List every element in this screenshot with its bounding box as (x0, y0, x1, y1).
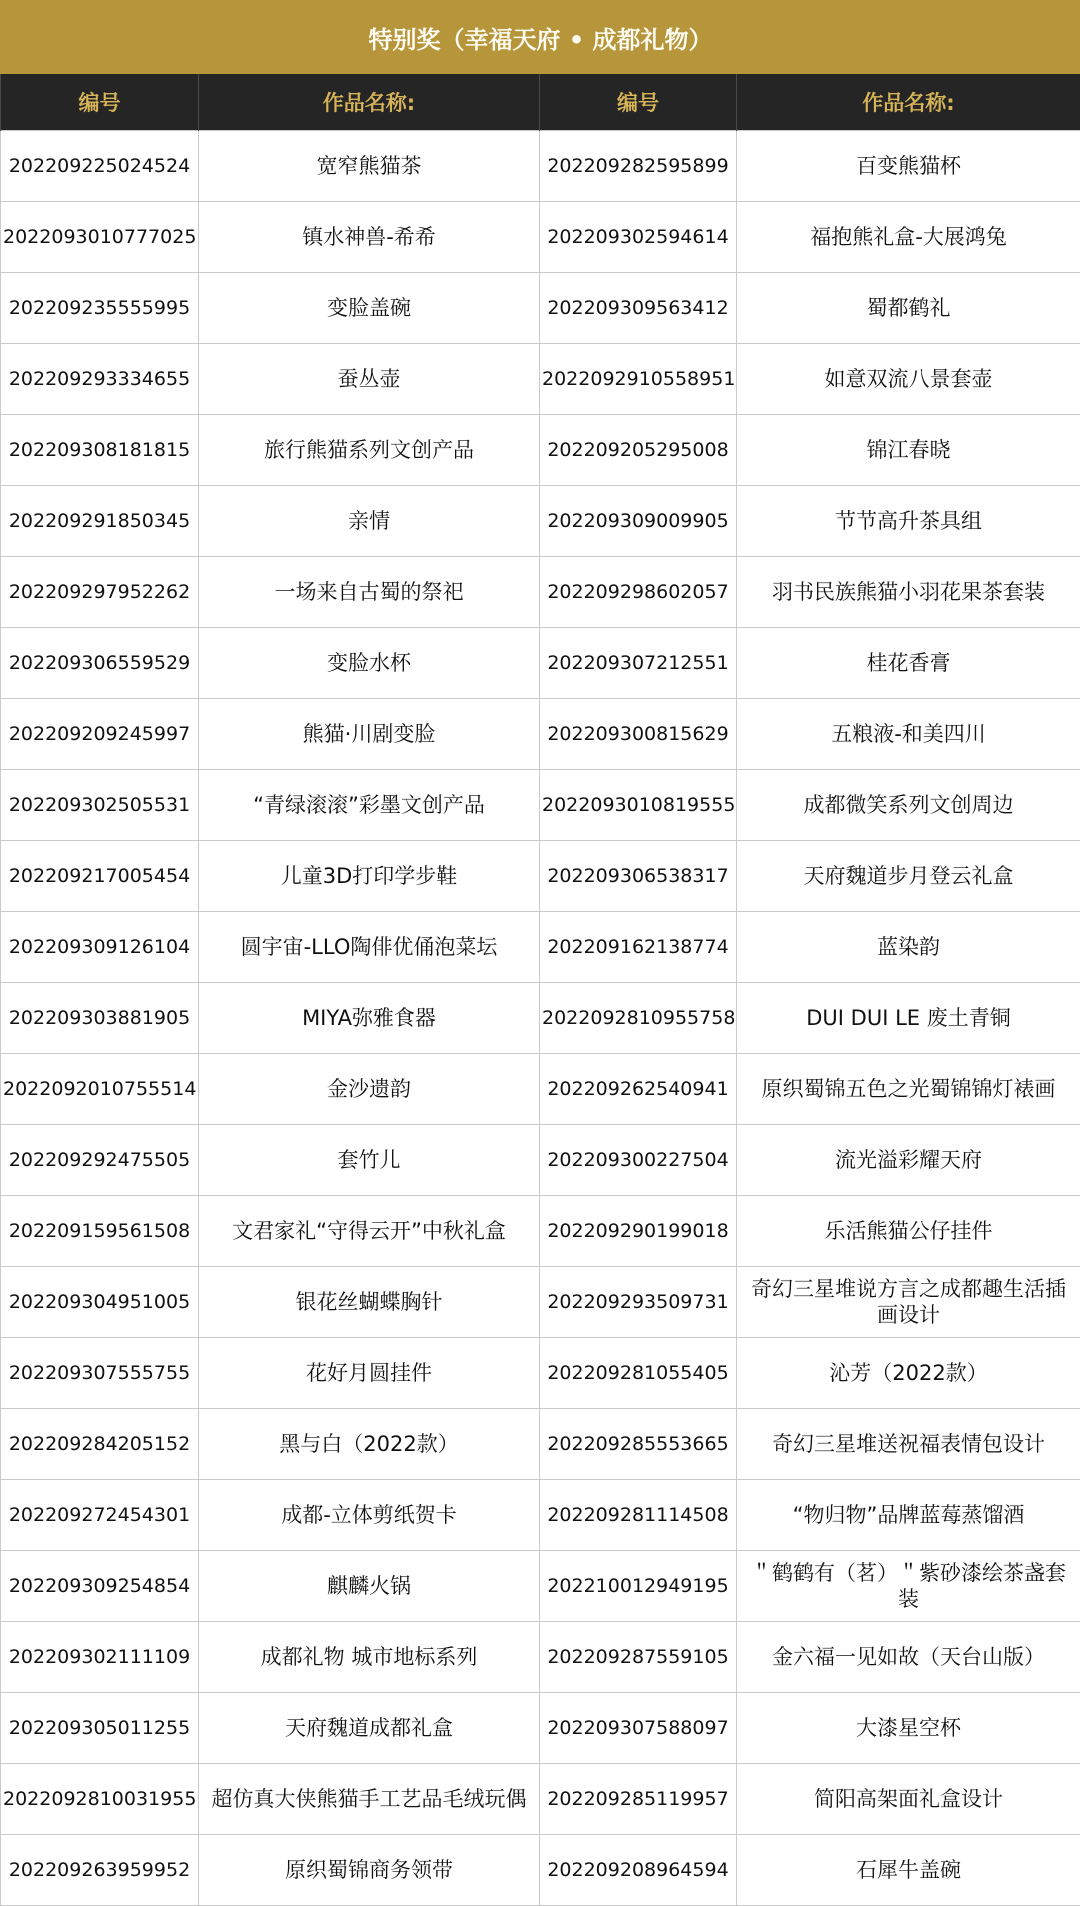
table-row (1, 557, 1080, 628)
entry-code-left: 2022092810031955 (1, 1764, 199, 1835)
table-row (1, 202, 1080, 273)
entry-name-left: “青绿滚滚”彩墨文创产品 (199, 770, 540, 841)
table-row (1, 1338, 1080, 1409)
entry-name-right: 如意双流八景套壶 (737, 344, 1080, 415)
table-row (1, 1551, 1080, 1622)
entry-code-right: 202209298602057 (540, 557, 737, 628)
table-body (1, 131, 1080, 1906)
entry-name-left: 蚕丛壶 (199, 344, 540, 415)
header-row (1, 74, 1080, 131)
entry-name-right: 成都微笑系列文创周边 (737, 770, 1080, 841)
entry-code-left: 202209309126104 (1, 912, 199, 983)
entry-code-right: 202209287559105 (540, 1622, 737, 1693)
entry-code-right: 202209300227504 (540, 1125, 737, 1196)
entry-code-right: 202209282595899 (540, 131, 737, 202)
entry-name-left: 银花丝蝴蝶胸针 (199, 1267, 540, 1338)
entry-code-right: 202209205295008 (540, 415, 737, 486)
entry-name-right: 流光溢彩耀天府 (737, 1125, 1080, 1196)
entry-name-left: 超仿真大侠熊猫手工艺品毛绒玩偶 (199, 1764, 540, 1835)
entry-name-left: 圆宇宙-LLO陶俳优俑泡菜坛 (199, 912, 540, 983)
entry-name-left: 原织蜀锦商务领带 (199, 1835, 540, 1906)
entry-code-right: 2022092910558951 (540, 344, 737, 415)
entry-code-left: 202209159561508 (1, 1196, 199, 1267)
entry-code-left: 2022093010777025 (1, 202, 199, 273)
entry-code-left: 202209235555995 (1, 273, 199, 344)
entry-code-right: 202209306538317 (540, 841, 737, 912)
table-row (1, 273, 1080, 344)
entry-code-right: 202209307588097 (540, 1693, 737, 1764)
table-row (1, 628, 1080, 699)
entry-name-left: 成都礼物 城市地标系列 (199, 1622, 540, 1693)
entry-code-right: 202209302594614 (540, 202, 737, 273)
entry-code-right: 202209300815629 (540, 699, 737, 770)
entry-name-left: 成都-立体剪纸贺卡 (199, 1480, 540, 1551)
entry-name-right: 桂花香膏 (737, 628, 1080, 699)
entry-name-right: 羽书民族熊猫小羽花果茶套装 (737, 557, 1080, 628)
entry-name-right: 奇幻三星堆送祝福表情包设计 (737, 1409, 1080, 1480)
entry-code-left: 202209209245997 (1, 699, 199, 770)
table-row (1, 415, 1080, 486)
entry-name-left: 一场来自古蜀的祭祀 (199, 557, 540, 628)
entry-name-right: DUI DUI LE 废土青铜 (737, 983, 1080, 1054)
entry-name-left: 金沙遗韵 (199, 1054, 540, 1125)
entry-name-left: 镇水神兽-希希 (199, 202, 540, 273)
entry-code-left: 202209284205152 (1, 1409, 199, 1480)
entry-name-right: 百变熊猫杯 (737, 131, 1080, 202)
entry-code-right: 202209281055405 (540, 1338, 737, 1409)
entry-code-left: 202209308181815 (1, 415, 199, 486)
table-row (1, 1196, 1080, 1267)
entry-name-right: 乐活熊猫公仔挂件 (737, 1196, 1080, 1267)
entry-name-right: 福抱熊礼盒-大展鸿兔 (737, 202, 1080, 273)
entry-name-left: 天府魏道成都礼盒 (199, 1693, 540, 1764)
entry-name-right: “物归物”品牌蓝莓蒸馏酒 (737, 1480, 1080, 1551)
entry-name-right: 简阳高架面礼盒设计 (737, 1764, 1080, 1835)
entry-name-right: ＂鹤鹤有（茗）＂紫砂漆绘茶盏套装 (737, 1551, 1080, 1622)
entry-name-right: 蜀都鹤礼 (737, 273, 1080, 344)
entry-code-left: 202209293334655 (1, 344, 199, 415)
entry-name-right: 石犀牛盖碗 (737, 1835, 1080, 1906)
table-row (1, 1693, 1080, 1764)
entry-name-right: 天府魏道步月登云礼盒 (737, 841, 1080, 912)
header-code-right: 编号 (540, 74, 737, 131)
table-row (1, 699, 1080, 770)
table-row (1, 486, 1080, 557)
entry-code-right: 202210012949195 (540, 1551, 737, 1622)
header-code-left: 编号 (1, 74, 199, 131)
table-row (1, 1125, 1080, 1196)
entry-code-left: 202209263959952 (1, 1835, 199, 1906)
entry-name-right: 大漆星空杯 (737, 1693, 1080, 1764)
entry-name-left: 儿童3D打印学步鞋 (199, 841, 540, 912)
entry-name-left: 变脸盖碗 (199, 273, 540, 344)
table-row (1, 344, 1080, 415)
header-name-right: 作品名称: (737, 74, 1080, 131)
entry-code-left: 202209225024524 (1, 131, 199, 202)
table-row (1, 1764, 1080, 1835)
entry-code-left: 202209217005454 (1, 841, 199, 912)
entry-code-left: 202209306559529 (1, 628, 199, 699)
table-row (1, 1835, 1080, 1906)
entry-name-right: 五粮液-和美四川 (737, 699, 1080, 770)
entry-code-left: 202209305011255 (1, 1693, 199, 1764)
table-row (1, 912, 1080, 983)
entry-name-right: 锦江春晓 (737, 415, 1080, 486)
table-row (1, 1480, 1080, 1551)
table-title: 特别奖（幸福天府 • 成都礼物） (1, 1, 1080, 74)
entry-code-left: 202209307555755 (1, 1338, 199, 1409)
entry-code-right: 202209309009905 (540, 486, 737, 557)
table-row (1, 1622, 1080, 1693)
entry-code-left: 202209302111109 (1, 1622, 199, 1693)
entry-name-right: 原织蜀锦五色之光蜀锦锦灯裱画 (737, 1054, 1080, 1125)
entry-code-right: 202209285553665 (540, 1409, 737, 1480)
entry-name-right: 沁芳（2022款） (737, 1338, 1080, 1409)
entry-name-left: MIYA弥雅食器 (199, 983, 540, 1054)
entry-code-right: 202209208964594 (540, 1835, 737, 1906)
entry-code-right: 202209293509731 (540, 1267, 737, 1338)
entry-code-right: 202209281114508 (540, 1480, 737, 1551)
entry-code-right: 202209162138774 (540, 912, 737, 983)
table-row (1, 983, 1080, 1054)
entry-name-right: 金六福一见如故（天台山版） (737, 1622, 1080, 1693)
entry-code-left: 202209302505531 (1, 770, 199, 841)
entry-code-right: 202209309563412 (540, 273, 737, 344)
entry-name-left: 亲情 (199, 486, 540, 557)
entry-name-right: 奇幻三星堆说方言之成都趣生活插画设计 (737, 1267, 1080, 1338)
entry-name-left: 熊猫·川剧变脸 (199, 699, 540, 770)
entry-name-left: 套竹儿 (199, 1125, 540, 1196)
table-row (1, 1409, 1080, 1480)
entry-name-left: 宽窄熊猫茶 (199, 131, 540, 202)
entry-code-left: 202209292475505 (1, 1125, 199, 1196)
entry-code-left: 202209297952262 (1, 557, 199, 628)
title-row (1, 1, 1080, 74)
entry-code-left: 202209272454301 (1, 1480, 199, 1551)
entry-code-left: 202209309254854 (1, 1551, 199, 1622)
entry-name-right: 节节高升茶具组 (737, 486, 1080, 557)
table-row (1, 131, 1080, 202)
table-row (1, 1054, 1080, 1125)
table-row (1, 841, 1080, 912)
table-row (1, 770, 1080, 841)
entry-code-right: 202209262540941 (540, 1054, 737, 1125)
entry-code-right: 202209285119957 (540, 1764, 737, 1835)
entry-code-left: 202209291850345 (1, 486, 199, 557)
entry-name-left: 变脸水杯 (199, 628, 540, 699)
entry-code-right: 202209307212551 (540, 628, 737, 699)
entry-name-left: 花好月圆挂件 (199, 1338, 540, 1409)
entry-code-right: 2022092810955758 (540, 983, 737, 1054)
entry-code-left: 2022092010755514 (1, 1054, 199, 1125)
entry-code-right: 202209290199018 (540, 1196, 737, 1267)
entry-name-left: 文君家礼“守得云开”中秋礼盒 (199, 1196, 540, 1267)
entry-code-right: 2022093010819555 (540, 770, 737, 841)
entry-name-left: 旅行熊猫系列文创产品 (199, 415, 540, 486)
entry-code-left: 202209304951005 (1, 1267, 199, 1338)
entry-name-left: 黑与白（2022款） (199, 1409, 540, 1480)
entry-name-left: 麒麟火锅 (199, 1551, 540, 1622)
entry-name-right: 蓝染韵 (737, 912, 1080, 983)
entry-code-left: 202209303881905 (1, 983, 199, 1054)
header-name-left: 作品名称: (199, 74, 540, 131)
table-row (1, 1267, 1080, 1338)
